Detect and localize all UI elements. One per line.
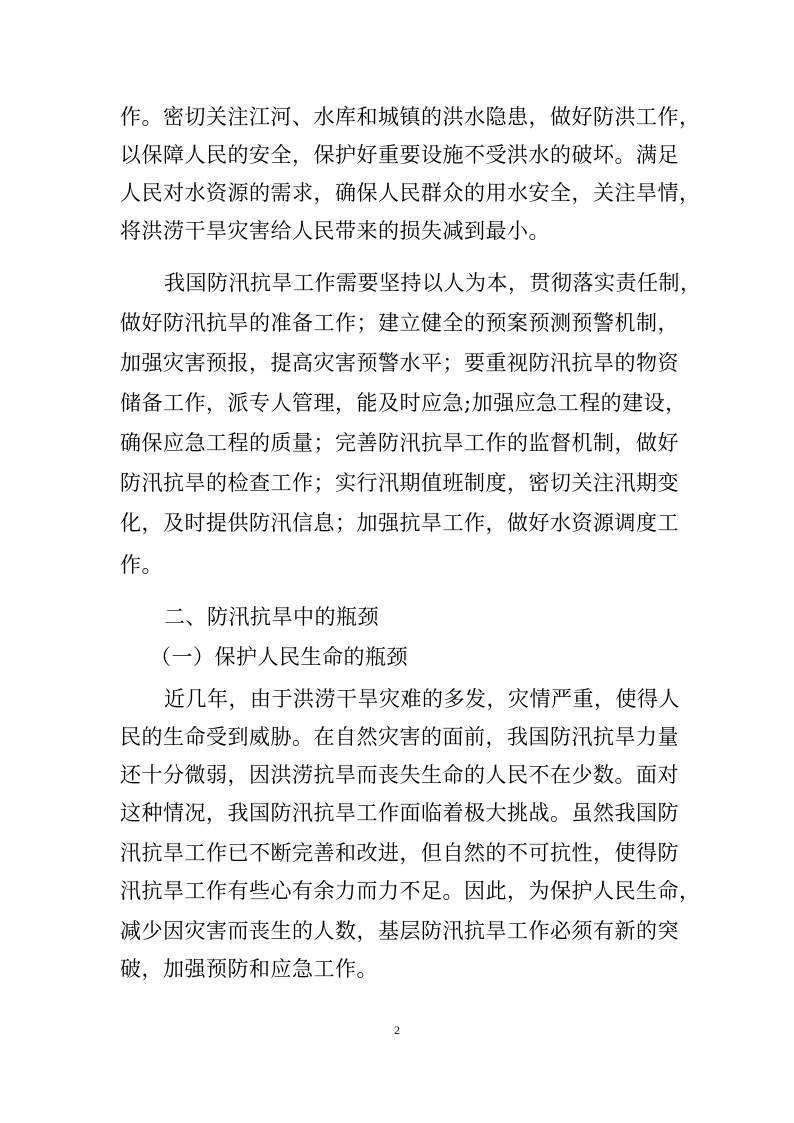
text-line: 我国防汛抗旱工作需要坚持以人为本，贯彻落实责任制， [164,271,702,295]
text-line: 将洪涝干旱灾害给人民带来的损失减到最小。 [120,219,550,243]
text-line: 以保障人民的安全，保护好重要设施不受洪水的破坏。满足 [120,143,679,167]
text-line: 人民对水资源的需求，确保人民群众的用水安全，关注旱情， [120,181,701,205]
text-line: 确保应急工程的质量；完善防汛抗旱工作的监督机制，做好 [120,431,679,455]
section-heading: 二、防汛抗旱中的瓶颈 [164,605,379,629]
text-line: 汛抗旱工作已不断完善和改进，但自然的不可抗性，使得防 [120,841,679,865]
text-line: 储备工作，派专人管理，能及时应急;加强应急工程的建设， [120,391,687,415]
text-line: 汛抗旱工作有些心有余力而力不足。因此，为保护人民生命， [120,879,701,903]
text-line: 减少因灾害而丧生的人数，基层防汛抗旱工作必须有新的突 [120,919,679,943]
text-line: 民的生命受到威胁。在自然灾害的面前，我国防汛抗旱力量 [120,725,679,749]
text-line: 破，加强预防和应急工作。 [120,957,378,981]
page-number: 2 [394,1023,400,1037]
text-line: 防汛抗旱的检查工作；实行汛期值班制度，密切关注汛期变 [120,471,679,495]
text-line: 这种情况，我国防汛抗旱工作面临着极大挑战。虽然我国防 [120,801,679,825]
text-line: 还十分微弱，因洪涝抗旱而丧失生命的人民不在少数。面对 [120,763,679,787]
text-line: 近几年，由于洪涝干旱灾难的多发，灾情严重，使得人 [164,687,680,711]
text-line: 化，及时提供防汛信息；加强抗旱工作，做好水资源调度工 [120,511,679,535]
text-line: 作。 [120,553,163,577]
subsection-heading: （一）保护人民生命的瓶颈 [150,645,408,669]
text-line: 作。密切关注江河、水库和城镇的洪水隐患，做好防洪工作， [120,105,701,129]
text-line: 做好防汛抗旱的准备工作；建立健全的预案预测预警机制， [120,311,679,335]
text-line: 加强灾害预报，提高灾害预警水平；要重视防汛抗旱的物资 [120,351,679,375]
